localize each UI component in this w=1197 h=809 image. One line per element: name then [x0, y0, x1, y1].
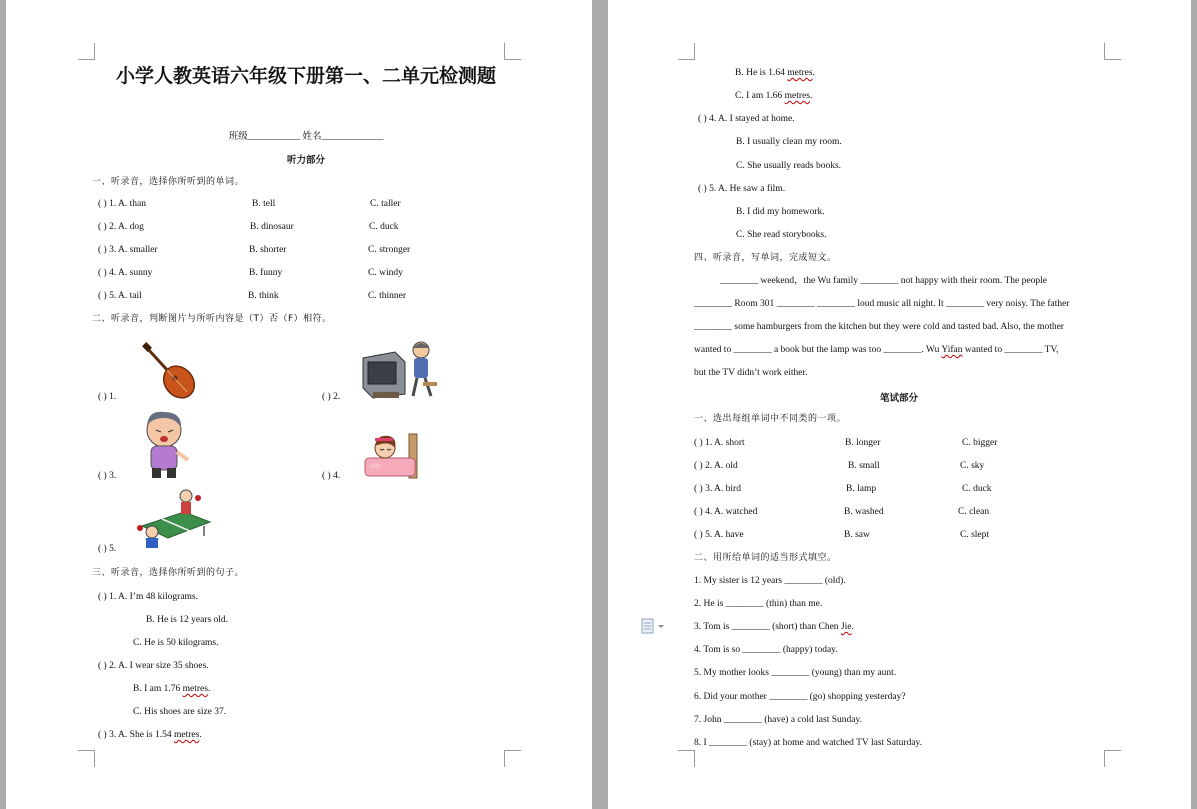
list-item: C. duck — [962, 484, 992, 494]
list-item: B. washed — [844, 507, 884, 517]
listening-heading: 听力部分 — [286, 156, 325, 166]
list-item: ( ) 3. A. bird — [694, 484, 741, 494]
list-item: B. funny — [249, 268, 283, 278]
list-item: B. He is 12 years old. — [146, 615, 229, 625]
w-section2-heading: 二、用所给单词的适当形式填空。 — [694, 553, 837, 563]
list-item: ( ) 3. A. She is 1.54 metres. — [98, 730, 202, 740]
crop-mark — [1104, 750, 1121, 767]
document-page-right — [608, 0, 1191, 809]
list-item: C. She usually reads books. — [736, 161, 842, 171]
list-item: ( ) 1. A. short — [694, 438, 745, 448]
list-item: ( ) 4. A. watched — [694, 507, 758, 517]
list-item: ( ) 5. A. tail — [98, 291, 142, 301]
list-item: 6. Did your mother ________ (go) shopping yesterday? — [694, 692, 906, 702]
list-item: B. lamp — [846, 484, 877, 494]
page-title: 小学人教英语六年级下册第一、二单元检测题 — [115, 65, 496, 87]
picture-label: ( ) 2. — [322, 392, 341, 402]
list-item: B. I did my homework. — [736, 207, 825, 217]
passage-line: ________ weekend，the Wu family ________ not happy with their room. The people — [720, 276, 1047, 286]
list-item: B. think — [248, 291, 279, 301]
crop-mark — [1104, 43, 1121, 60]
list-item: ( ) 5. A. have — [694, 530, 744, 540]
list-item: 2. He is ________ (thin) than me. — [694, 599, 823, 609]
crying-child-icon — [138, 408, 194, 480]
written-heading: 笔试部分 — [879, 394, 918, 404]
section4-heading: 四、听录音，写单词，完成短文。 — [694, 253, 837, 263]
crop-mark — [678, 750, 695, 767]
crop-mark — [78, 750, 95, 767]
list-item: C. thinner — [368, 291, 406, 301]
passage-line: but the TV didn’t work either. — [694, 368, 808, 378]
paste-options-icon[interactable] — [641, 618, 667, 634]
list-item: B. small — [848, 461, 880, 471]
list-item: ( ) 2. A. I wear size 35 shoes. — [98, 661, 209, 671]
list-item: ( ) 2. A. dog — [98, 222, 144, 232]
list-item: B. I am 1.76 metres. — [133, 684, 211, 694]
section3-heading: 三、听录音，选择你所听到的句子。 — [92, 568, 245, 578]
section1-heading: 一、听录音，选择你所听到的单词。 — [92, 177, 245, 187]
crop-mark — [504, 750, 521, 767]
crop-mark — [678, 43, 695, 60]
list-item: ( ) 1. A. I’m 48 kilograms. — [98, 592, 199, 602]
list-item: ( ) 4. A. I stayed at home. — [698, 114, 795, 124]
list-item: C. sky — [960, 461, 985, 471]
list-item: 7. John ________ (have) a cold last Sunday. — [694, 715, 862, 725]
list-item: C. His shoes are size 37. — [133, 707, 227, 717]
list-item: B. He is 1.64 metres. — [735, 68, 815, 78]
list-item: C. windy — [368, 268, 403, 278]
list-item: ( ) 1. A. than — [98, 199, 147, 209]
list-item: 8. I ________ (stay) at home and watched TV last Saturday. — [694, 738, 923, 748]
list-item: B. dinosaur — [250, 222, 294, 232]
list-item: C. stronger — [368, 245, 411, 255]
passage-line: ________ Room 301 ________ ________ loud music all night. It ________ very noisy. The father — [694, 299, 1070, 309]
crop-mark — [504, 43, 521, 60]
ping-pong-icon — [136, 488, 212, 552]
section2-heading: 二、听录音，判断图片与所听内容是（T）否（F）相符。 — [92, 314, 332, 324]
list-item: C. clean — [958, 507, 990, 517]
list-item: C. She read storybooks. — [736, 230, 827, 240]
passage-line: ________ some hamburgers from the kitchen but they were cold and tasted bad. Also, the mother — [694, 322, 1064, 332]
tv-watching-icon — [359, 338, 441, 402]
list-item: C. duck — [369, 222, 399, 232]
list-item: 3. Tom is ________ (short) than Chen Jie. — [694, 622, 854, 632]
list-item: 1. My sister is 12 years ________ (old). — [694, 576, 846, 586]
document-page-left — [6, 0, 592, 809]
list-item: 5. My mother looks ________ (young) than my aunt. — [694, 668, 897, 678]
list-item: C. bigger — [962, 438, 998, 448]
class-name-line: 班级___________ 姓名_____________ — [228, 132, 384, 142]
list-item: 4. Tom is so ________ (happy) today. — [694, 645, 838, 655]
list-item: ( ) 4. A. sunny — [98, 268, 153, 278]
list-item: C. taller — [370, 199, 401, 209]
list-item: B. tell — [252, 199, 276, 209]
list-item: ( ) 5. A. He saw a film. — [698, 184, 786, 194]
passage-line: wanted to ________ a book but the lamp was too ________. Wu Yifan wanted to ________ TV, — [694, 345, 1059, 355]
picture-label: ( ) 5. — [98, 544, 117, 554]
list-item: C. slept — [960, 530, 990, 540]
list-item: C. I am 1.66 metres. — [735, 91, 813, 101]
pipa-icon — [139, 340, 199, 400]
picture-label: ( ) 1. — [98, 392, 117, 402]
list-item: C. He is 50 kilograms. — [133, 638, 219, 648]
list-item: ( ) 2. A. old — [694, 461, 738, 471]
list-item: B. longer — [845, 438, 881, 448]
sleeping-girl-icon — [361, 428, 423, 480]
w-section1-heading: 一、选出每组单词中不同类的一项。 — [694, 414, 847, 424]
list-item: B. I usually clean my room. — [736, 137, 842, 147]
list-item: B. saw — [844, 530, 870, 540]
picture-label: ( ) 4. — [322, 471, 341, 481]
crop-mark — [78, 43, 95, 60]
list-item: B. shorter — [249, 245, 287, 255]
picture-label: ( ) 3. — [98, 471, 117, 481]
list-item: ( ) 3. A. smaller — [98, 245, 158, 255]
